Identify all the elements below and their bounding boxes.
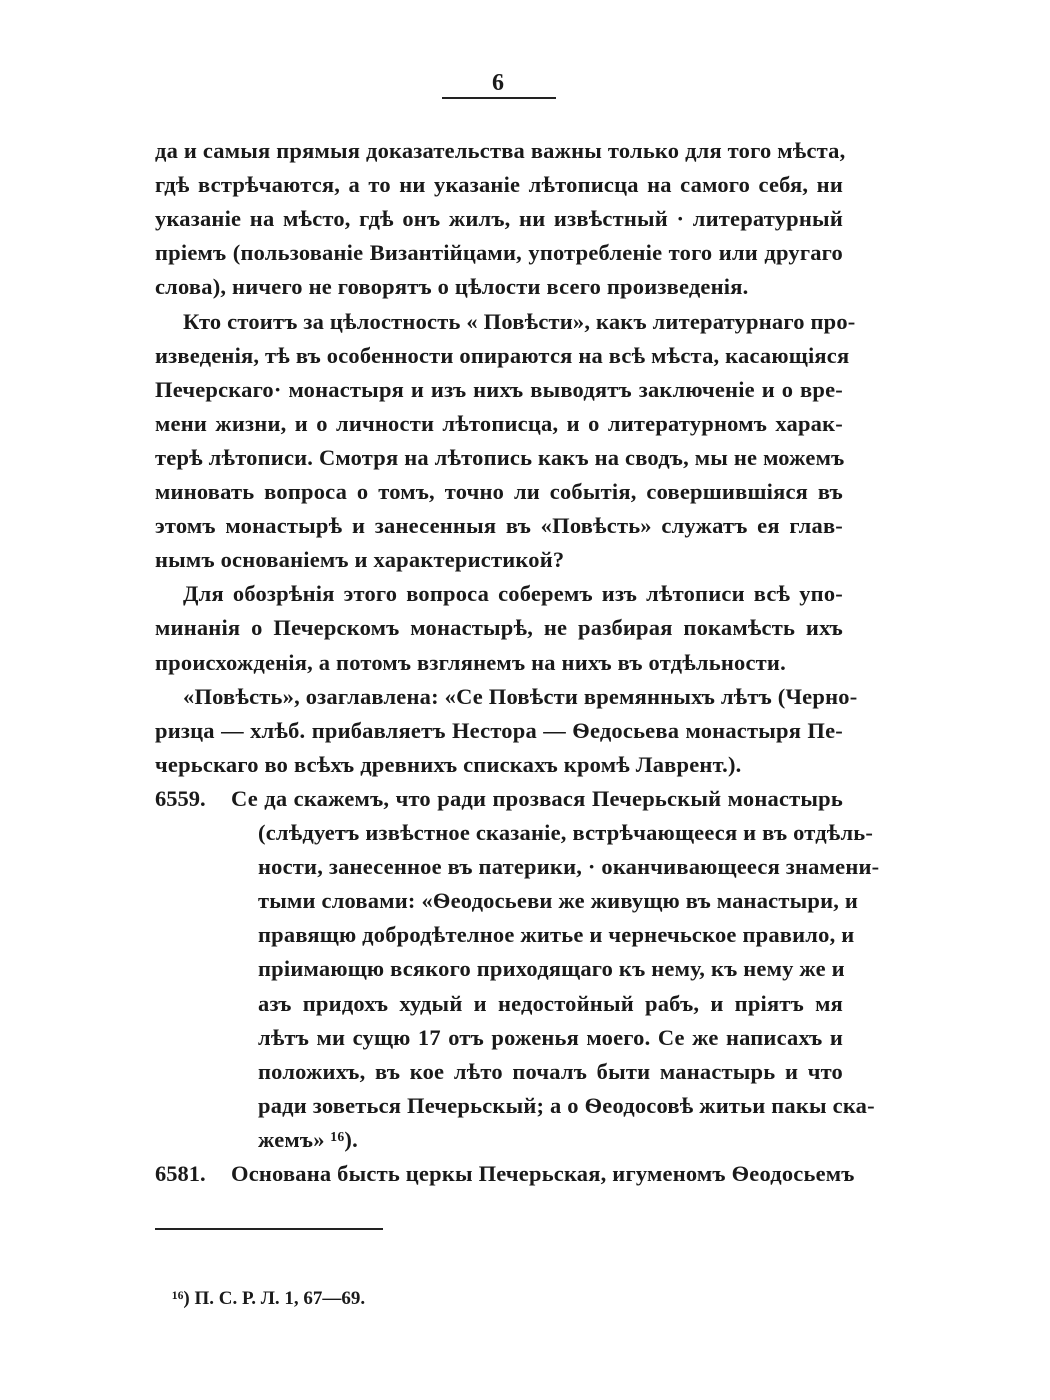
page-number: 6 <box>492 70 504 96</box>
text-line: ризца — хлѣб. прибавляетъ Нестора — Ѳедосьева монастыря Пе- <box>155 717 843 743</box>
text-line: да и самыя прямыя доказательства важны только для того мѣста, <box>155 138 846 163</box>
text-line: «Повѣсть», озаглавлена: «Се Повѣсти времянныхъ лѣтъ (Черно- <box>183 683 858 709</box>
text-line: указаніе на мѣсто, гдѣ онъ жилъ, ни извѣстный · литературный <box>155 206 843 232</box>
text-line: Для обозрѣнія этого вопроса соберемъ изъ лѣтописи всѣ упо- <box>183 581 843 607</box>
entry-line: азъ придохъ худый и недостойный рабъ, и пріятъ мя <box>258 990 843 1016</box>
page-number-rule <box>442 97 556 99</box>
text-line: мени жизни, и о личности лѣтописца, и о литературномъ харак- <box>155 410 843 436</box>
entry-line: ради зоветься Печерьскый; а о Ѳеодосовѣ житьи пакы ска- <box>258 1092 875 1118</box>
footnote: ¹⁶) П. С. Р. Л. 1, 67—69. <box>172 1288 366 1309</box>
entry-line: (слѣдуетъ извѣстное сказаніе, встрѣчающееся и въ отдѣль- <box>258 820 874 845</box>
entry-line: Основана бысть церкы Печерьская, игуменомъ Ѳеодосьемъ <box>231 1161 855 1186</box>
entry-year: 6581. <box>155 1161 206 1186</box>
text-line: нымъ основаніемъ и характеристикой? <box>155 547 565 573</box>
text-line: происхожденія, а потомъ взглянемъ на нихъ въ отдѣльности. <box>155 649 786 675</box>
entry-line: Се да скажемъ, что ради прозвася Печерьскый монастырь <box>231 785 843 811</box>
text-line: изведенія, тѣ въ особенности опираются на всѣ мѣста, касающіяся <box>155 342 850 368</box>
text-line: терѣ лѣтописи. Смотря на лѣтопись какъ на сводъ, мы не можемъ <box>155 444 845 470</box>
text-line: черьскаго во всѣхъ древнихъ спискахъ кромѣ Лаврент.). <box>155 751 742 777</box>
entry-line: пріимающю всякого приходящаго къ нему, къ нему же и <box>258 956 845 982</box>
text-line: минанія о Печерскомъ монастырѣ, не разбирая покамѣсть ихъ <box>155 615 843 641</box>
entry-line: ности, занесенное въ патерики, · оканчивающееся знамени- <box>258 854 880 880</box>
footnote-rule <box>155 1228 383 1230</box>
text-line: Кто стоитъ за цѣлостность « Повѣсти», какъ литературнаго про- <box>183 308 856 334</box>
text-line: слова), ничего не говорятъ о цѣлости всего произведенія. <box>155 274 749 300</box>
text-line: Печерскаго· монастыря и изъ нихъ выводятъ заключеніе и о вре- <box>155 376 843 402</box>
entry-line: лѣтъ ми сущю 17 отъ роженья моего. Се же написахъ и <box>258 1024 843 1050</box>
entry-line: тыми словами: «Ѳеодосьеви же живущю въ манастыри, и <box>258 888 859 914</box>
entry-line: положихъ, въ кое лѣто почалъ быти манастырь и что <box>258 1058 843 1084</box>
text-line: пріемъ (пользованіе Византійцами, употребленіе того или другаго <box>155 240 843 266</box>
text-line: гдѣ встрѣчаются, а то ни указаніе лѣтописца на самого себя, ни <box>155 172 843 198</box>
entry-year: 6559. <box>155 785 206 811</box>
entry-line: жемъ» ¹⁶). <box>258 1126 358 1152</box>
text-line: этомъ монастырѣ и занесенныя въ «Повѣсть» служатъ ея глав- <box>155 513 843 539</box>
text-line: миновать вопроса о томъ, точно ли событія, совершившіяся въ <box>155 479 843 504</box>
entry-line: правящю добродѣтелное житье и чернечьское правило, и <box>258 922 855 948</box>
